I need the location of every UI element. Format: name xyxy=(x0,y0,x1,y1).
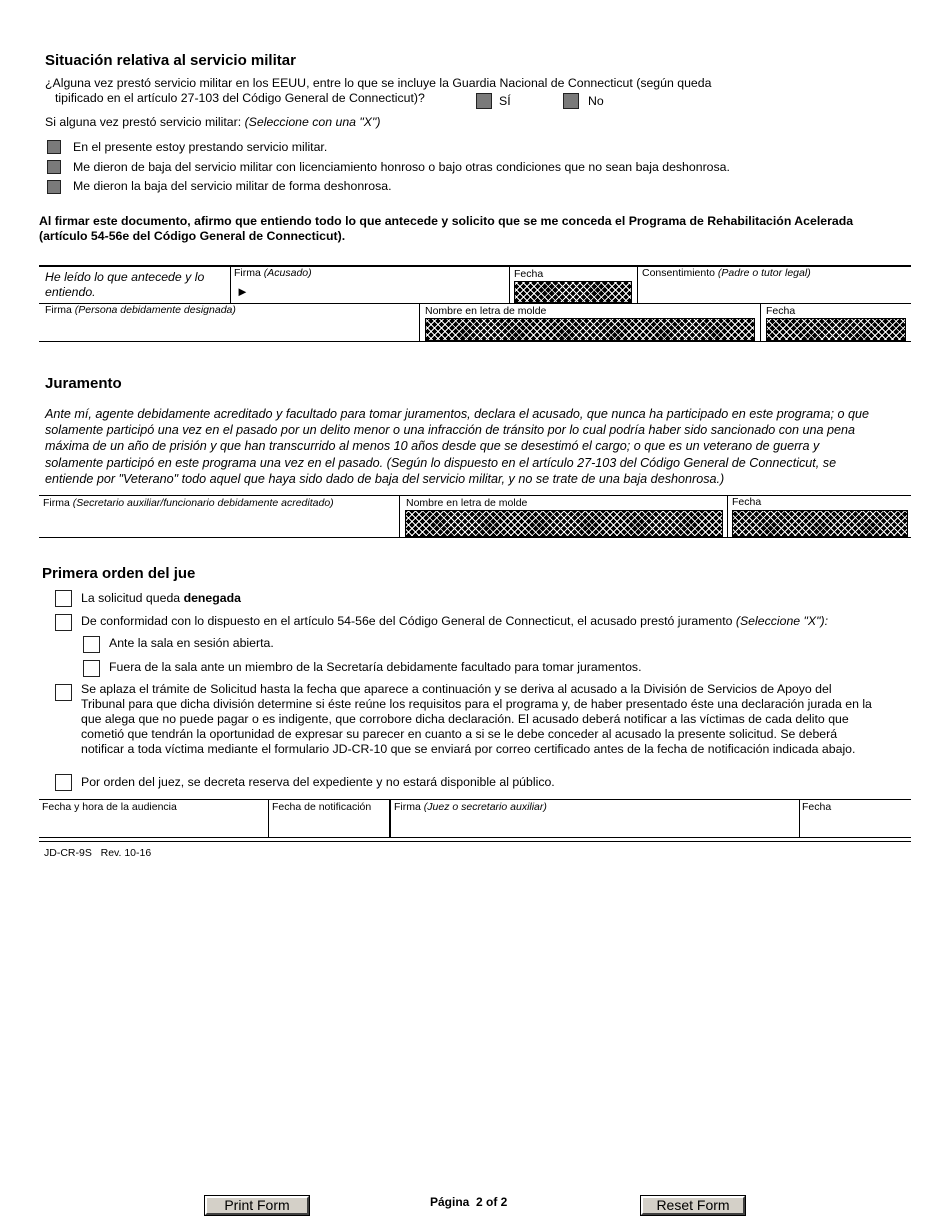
oath-line: máxima de un año de prisión y que han transcurrido al menos 10 años desde que se desestimó el cargo; o que es un veterano de guerra y xyxy=(45,439,820,454)
military-question-line2: tipificado en el artículo 27-103 del Código General de Connecticut)? xyxy=(55,91,425,105)
divider xyxy=(637,266,638,303)
outside-court-label: Fuera de la sala ante un miembro de la Secretaría debidamente facultado para tomar juramentos. xyxy=(109,660,642,674)
date-label: Fecha xyxy=(514,268,544,280)
postpone-line: notificar a toda víctima mediante el formulario JD-CR-10 que se enviará por correo certificado antes de la fecha de notificación indicada abajo. xyxy=(81,742,856,756)
no-label: No xyxy=(588,94,604,108)
divider xyxy=(509,266,510,303)
yes-label: SÍ xyxy=(499,94,511,108)
print-form-button[interactable]: Print Form xyxy=(205,1196,309,1215)
print-name-field[interactable] xyxy=(425,318,755,341)
form-id-text: JD-CR-9S xyxy=(44,847,92,859)
notice-date-field[interactable] xyxy=(272,815,384,835)
denied-text xyxy=(81,591,241,606)
consent-label xyxy=(642,267,811,279)
date2-field[interactable] xyxy=(766,318,906,341)
arrow-icon: ► xyxy=(236,284,249,299)
reset-form-button[interactable]: Reset Form xyxy=(641,1196,745,1215)
page-number: Página 2 of 2 xyxy=(430,1195,508,1209)
divider xyxy=(39,837,911,838)
firma-label: Firma xyxy=(234,267,261,279)
military-option-dishonorable: Me dieron la baja del servicio militar de forma deshonrosa. xyxy=(73,179,392,193)
oath-line: solamente participó una vez en el pasado por un delito menor o una infracción de tránsito por lo cual podría haber sido sancionado con una pena xyxy=(45,423,856,438)
order-date-label: Fecha xyxy=(802,801,832,813)
postpone-line: que alega que no puede pagar o es indigente, que corrobore dicha declaración. El acusado deberá notificar a las víctimas de cada delito que xyxy=(81,712,849,726)
denied-bold: denegada xyxy=(183,591,241,605)
divider xyxy=(760,304,761,341)
divider xyxy=(39,495,911,496)
open-court-label: Ante la sala en sesión abierta. xyxy=(109,636,274,650)
divider xyxy=(39,537,911,538)
firma2-label: Firma xyxy=(45,304,72,316)
conformity-label: De conformidad con lo dispuesto en el artículo 54-56e del Código General de Connecticut, el acusado prestó juramento xyxy=(81,614,733,628)
oath-date-label: Fecha xyxy=(732,496,762,508)
judge-firma-label: Firma xyxy=(394,801,421,813)
yes-checkbox[interactable] xyxy=(476,93,492,109)
divider xyxy=(39,841,911,842)
denied-prefix: La solicitud queda xyxy=(81,591,181,605)
conformity-note: (Seleccione "X"): xyxy=(735,614,828,628)
military-option-checkbox[interactable] xyxy=(47,160,61,174)
hearing-date-field[interactable] xyxy=(42,815,264,835)
military-heading: Situación relativa al servicio militar xyxy=(45,52,296,69)
divider xyxy=(230,303,911,304)
firma-note: (Acusado) xyxy=(263,267,312,279)
oath-print-name-field[interactable] xyxy=(405,510,723,537)
date2-label: Fecha xyxy=(766,305,796,317)
consent-field[interactable] xyxy=(642,281,907,301)
designee-signature-label xyxy=(45,304,236,316)
firma2-note: (Persona debidamente designada) xyxy=(74,304,236,316)
military-option-checkbox[interactable] xyxy=(47,140,61,154)
order-heading: Primera orden del jue xyxy=(42,565,196,582)
consent-label-text: Consentimiento xyxy=(642,267,715,279)
if-served-note: (Seleccione con una "X") xyxy=(244,115,381,129)
accused-signature-field[interactable] xyxy=(250,280,505,300)
conformity-checkbox[interactable] xyxy=(55,614,72,631)
open-court-checkbox[interactable] xyxy=(83,636,100,653)
oath-line: Ante mí, agente debidamente acreditado y facultado para tomar juramentos, declara el acusado, que nunca ha participado en este programa; o que xyxy=(45,407,870,421)
oath-text xyxy=(45,406,925,487)
divider xyxy=(39,341,911,342)
affirmation-line1: Al firmar este documento, afirmo que entiendo todo lo que antecede y solicito que se me conceda el Programa de Rehabilitación Acelerada xyxy=(39,214,854,228)
oath-date-field[interactable] xyxy=(732,510,908,537)
military-option-checkbox[interactable] xyxy=(47,180,61,194)
divider xyxy=(727,496,728,537)
designee-signature-field[interactable] xyxy=(45,318,415,338)
postpone-text xyxy=(81,682,921,757)
if-served-label: Si alguna vez prestó servicio militar: xyxy=(45,115,242,129)
oath-line: entiende por "Veterano" todo aquel que haya sido dado de baja del servicio militar, y no se trate de una baja deshonrosa.) xyxy=(45,471,725,486)
form-revision: Rev. 10-16 xyxy=(100,847,152,859)
divider xyxy=(268,800,269,837)
oath-heading: Juramento xyxy=(45,375,122,392)
military-option-current: En el presente estoy prestando servicio militar. xyxy=(73,140,328,154)
oath-firma-note: (Secretario auxiliar/funcionario debidamente acreditado) xyxy=(72,497,334,509)
no-checkbox[interactable] xyxy=(563,93,579,109)
conformity-text xyxy=(81,614,828,629)
read-understood-line2: entiendo. xyxy=(45,285,96,299)
oath-line: solamente participó en este programa una vez en el pasado. (Según lo dispuesto en el artículo 27-103 del Código General de Connecticut, se xyxy=(45,455,837,470)
judge-firma-note: (Juez o secretario auxiliar) xyxy=(423,801,547,813)
consent-note: (Padre o tutor legal) xyxy=(717,267,811,279)
accused-signature-label xyxy=(234,267,312,279)
notice-date-label: Fecha de notificación xyxy=(272,801,372,813)
military-question-line1: ¿Alguna vez prestó servicio militar en los EEUU, entre lo que se incluye la Guardia Nacional de Connecticut (según queda xyxy=(45,76,712,90)
oath-print-name-label: Nombre en letra de molde xyxy=(406,497,528,509)
clerk-signature-label xyxy=(43,497,334,509)
divider xyxy=(230,266,231,303)
clerk-signature-field[interactable] xyxy=(43,512,393,534)
print-name-label: Nombre en letra de molde xyxy=(425,305,547,317)
divider xyxy=(39,799,911,800)
judge-signature-label xyxy=(394,801,547,813)
postpone-checkbox[interactable] xyxy=(55,684,72,701)
divider xyxy=(389,800,391,837)
divider xyxy=(399,496,400,537)
divider xyxy=(799,800,800,837)
affirmation-line2: (artículo 54-56e del Código General de Connecticut). xyxy=(39,229,346,243)
oath-firma-label: Firma xyxy=(43,497,70,509)
hearing-date-label: Fecha y hora de la audiencia xyxy=(42,801,177,813)
outside-court-checkbox[interactable] xyxy=(83,660,100,677)
accused-date-field[interactable] xyxy=(514,281,632,303)
read-understood-line1: He leído lo que antecede y lo xyxy=(45,270,205,284)
military-option-honorable: Me dieron de baja del servicio militar con licenciamiento honroso o bajo otras condiciones que no sean baja deshonrosa. xyxy=(73,160,730,174)
postpone-line: cometió que tendrán la oportunidad de expresar su parecer en cuanto a si se le debe conceder al acusado la presente solicitud. Se deberá xyxy=(81,727,838,741)
if-served-text xyxy=(45,115,380,130)
judge-signature-field[interactable] xyxy=(394,815,794,835)
sealed-checkbox[interactable] xyxy=(55,774,72,791)
divider xyxy=(419,304,420,341)
denied-checkbox[interactable] xyxy=(55,590,72,607)
sealed-label: Por orden del juez, se decreta reserva del expediente y no estará disponible al público. xyxy=(81,775,555,789)
postpone-line: Se aplaza el trámite de Solicitud hasta la fecha que aparece a continuación y se deriva al acusado a la División de Servicios de Apoyo del xyxy=(81,682,832,696)
form-id xyxy=(44,847,151,859)
postpone-line: Tribunal para que dicha división determine si éste reúne los requisitos para el programa y, de haber presentado éste una declaración jurada en la xyxy=(81,697,872,711)
order-date-field[interactable] xyxy=(802,815,906,835)
